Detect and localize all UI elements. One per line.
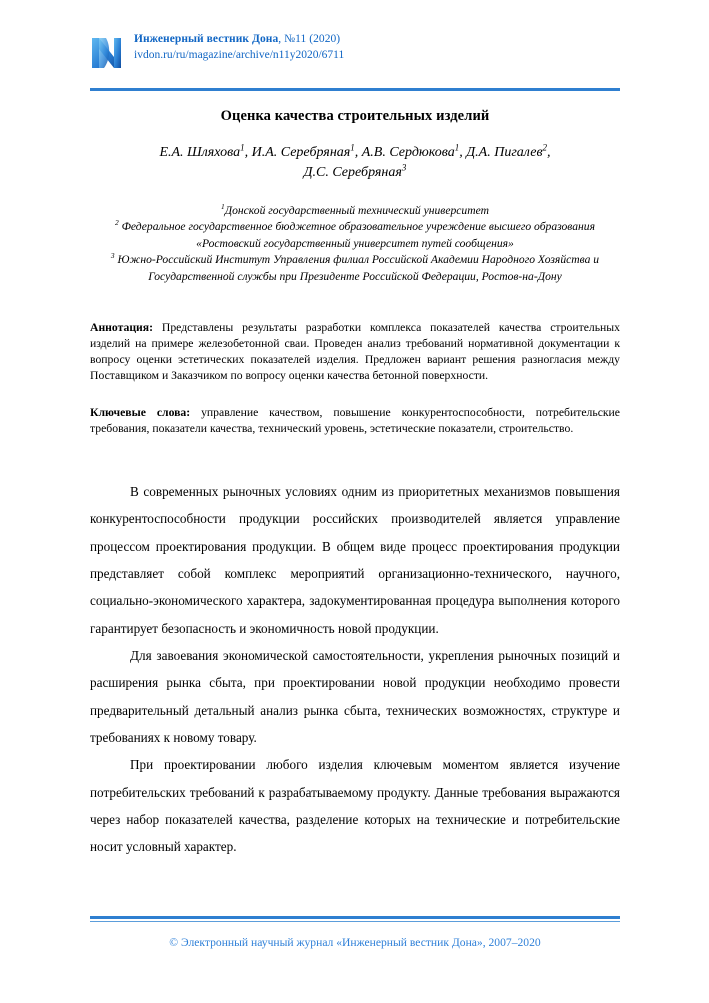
masthead <box>90 32 344 73</box>
affiliation-2 <box>90 219 620 252</box>
keywords-text: управление качеством, повышение конкурентоспособности, потребительские требования, показатели качества, технический уровень, эстетические показатели, строительство. <box>90 406 620 435</box>
affiliation-3 <box>90 252 620 285</box>
journal-logo-icon <box>90 33 124 73</box>
author-2: , И.А. Серебряная <box>244 145 351 160</box>
footer-divider <box>90 916 620 919</box>
affiliations <box>90 203 620 285</box>
author-4: , Д.А. Пигалев <box>459 145 543 160</box>
keywords <box>90 405 620 437</box>
author-3: , А.В. Сердюкова <box>354 145 455 160</box>
journal-title: Инженерный вестник Дона, №11 (2020) <box>134 33 341 45</box>
author-5-affil-marker: 3 <box>401 162 407 173</box>
footer-copyright: © Электронный научный журнал «Инженерный вестник Дона», 2007–2020 <box>169 936 541 949</box>
author-3-affil-marker: 1 <box>454 142 460 153</box>
author-5: Д.С. Серебряная <box>303 165 402 181</box>
authors-comma: , <box>547 145 551 160</box>
author-4-affil-marker: 2 <box>542 142 548 153</box>
affiliation-3-marker: 3 <box>110 251 115 261</box>
affiliation-1 <box>90 203 620 219</box>
author-1: Е.А. Шляхова <box>159 145 241 160</box>
affiliation-3-text: Южно-Российский Институт Управления филиал Российской Академии Народного Хозяйства и Государственной службы при Президенте Российской Федерации, Ростов-на-Дону <box>114 253 600 283</box>
page-title: Оценка качества строительных изделий <box>220 108 490 124</box>
affiliation-1-text: Донской государственный технический университет <box>224 204 489 217</box>
journal-issue: , №11 (2020) <box>278 33 341 45</box>
header-divider <box>90 88 620 91</box>
body-paragraph: В современных рыночных условиях одним из приоритетных механизмов повышения конкурентоспособности продукции российских производителей является управление процессом проектирования продукции. В общем виде процесс проектирования продукции представляет собой комплекс мероприятий организационно-технического, научного, социально-экономического характера, задокументированная процедура выполнения которого гарантирует безопасность и экономичность новой продукции. <box>90 484 620 636</box>
body-paragraph: Для завоевания экономической самостоятельности, укрепления рыночных позиций и расширения рынка сбыта, при проектировании новой продукции необходимо провести предварительный детальный анализ рынка сбыта, технических возможностях, структуре и требованиях к новому товару. <box>90 647 620 745</box>
affiliation-2-text: Федеральное государственное бюджетное образовательное учреждение высшего образования «Ростовский государственный университет путей сообщения» <box>118 220 595 250</box>
keywords-label: Ключевые слова: <box>90 406 191 419</box>
abstract <box>90 320 620 384</box>
article-body <box>90 478 620 861</box>
footer-divider-thin <box>90 921 620 922</box>
author-2-affil-marker: 1 <box>350 142 355 153</box>
body-paragraph: При проектировании любого изделия ключевым моментом является изучение потребительских требований к разрабатываемому продукту. Данные требования выражаются через набор показателей качества, разделение которых на технические и потребительские носит условный характер. <box>90 757 620 855</box>
abstract-text: Представлены результаты разработки комплекса показателей качества строительных изделий на примере железобетонной сваи. Проведен анализ требований нормативной документации к вопросу оценки эстетических показателей изделия. Предложен вариант решения разногласия между Поставщиком и Заказчиком по вопросу оценки качества бетонной поверхности. <box>90 321 620 382</box>
abstract-label: Аннотация: <box>90 321 154 334</box>
authors-list <box>90 143 620 184</box>
affiliation-1-marker: 1 <box>221 202 225 212</box>
affiliation-2-marker: 2 <box>115 218 119 228</box>
journal-url[interactable]: ivdon.ru/ru/magazine/archive/n11y2020/6711 <box>134 48 345 61</box>
author-1-affil-marker: 1 <box>240 142 245 153</box>
